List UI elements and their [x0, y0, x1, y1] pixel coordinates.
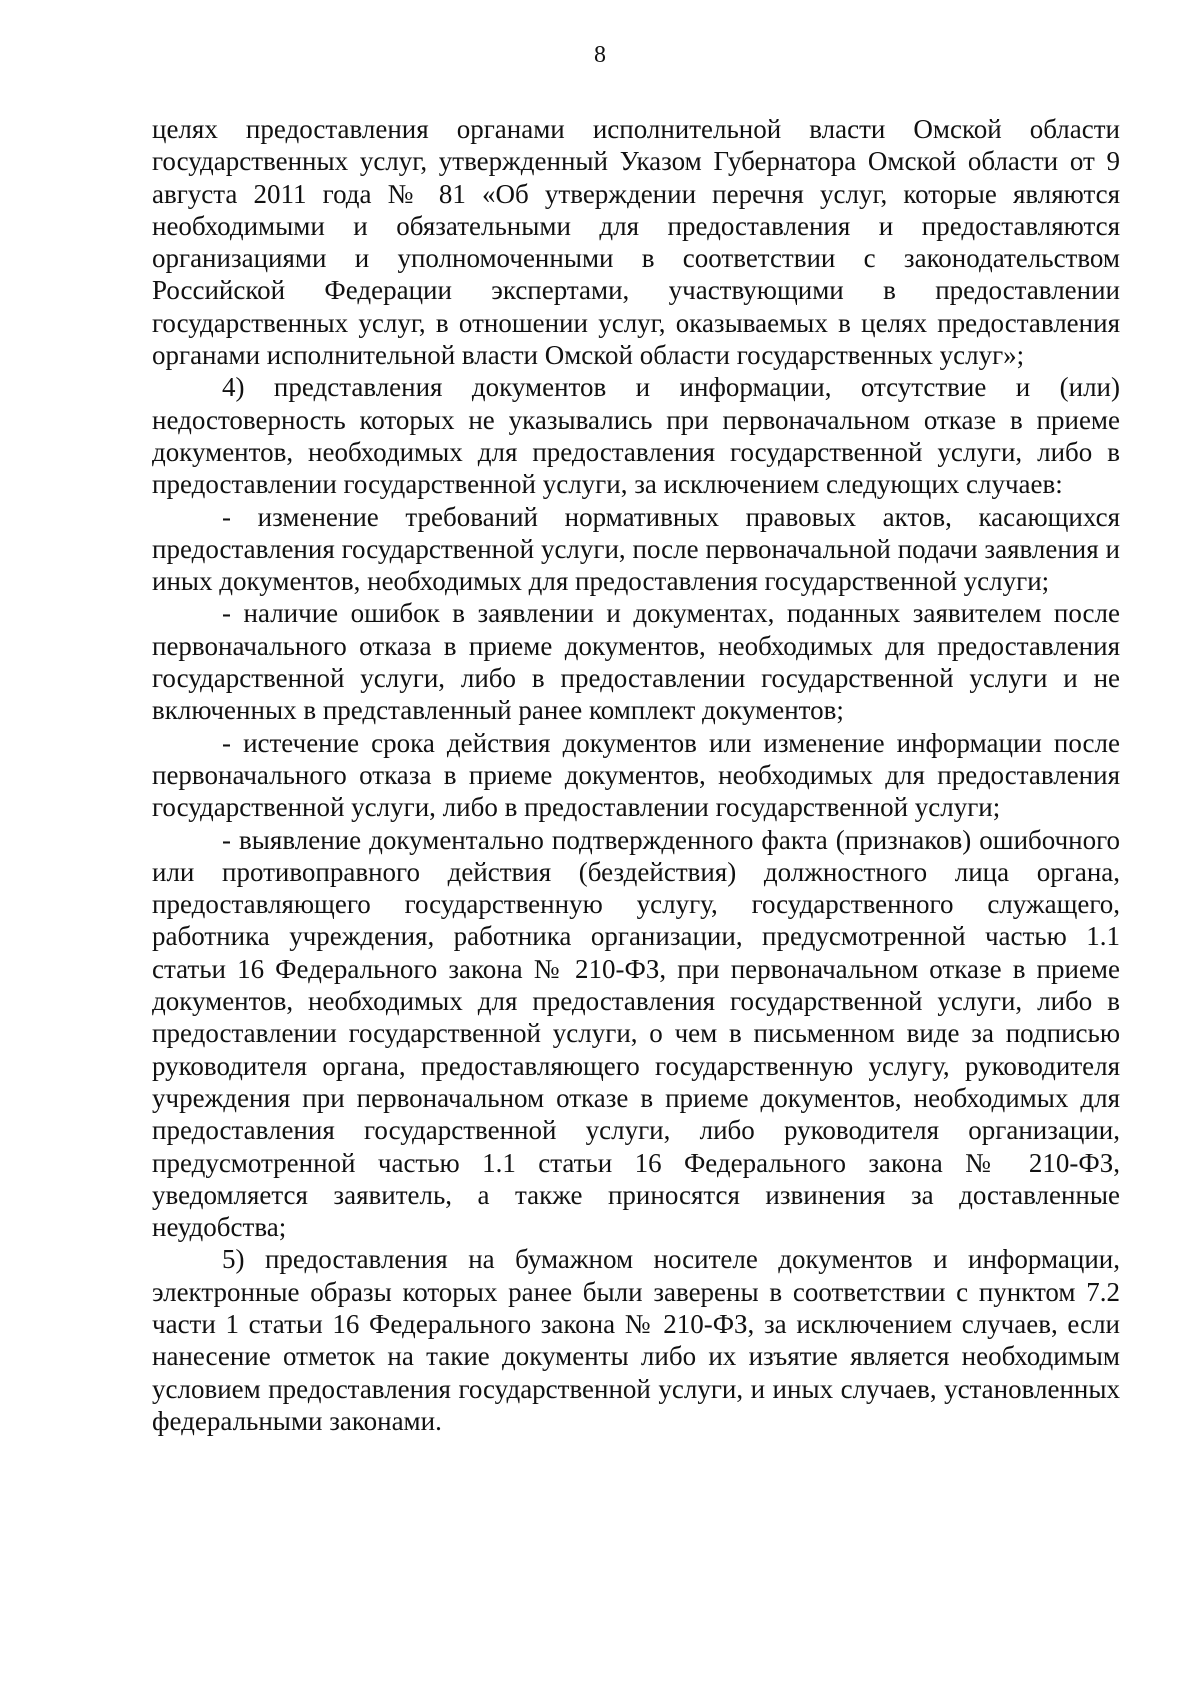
paragraph-continuation: целях предоставления органами исполнительной власти Омской области государственных услуг, утвержденный Указом Губернатора Омской области от 9 августа 2011 года № 81 «Об утверждении перечня услуг, которые являются необходимыми и обязательными для предоставления и предоставляются организациями и уполномоченными в соответствии с законодательством Российской Федерации экспертами, участвующими в предоставлении государственных услуг, в отношении услуг, оказываемых в целях предоставления органами исполнительной власти Омской области государственных услуг»; [152, 114, 1120, 371]
paragraph-subitem-errors: - наличие ошибок в заявлении и документах, поданных заявителем после первоначального отказа в приеме документов, необходимых для предоставления государственной услуги, либо в предоставлении государственной услуги и не включенных в представленный ранее комплект документов; [152, 598, 1120, 726]
paragraph-subitem-requirements-change: - изменение требований нормативных правовых актов, касающихся предоставления государственной услуги, после первоначальной подачи заявления и иных документов, необходимых для предоставления государственной услуги; [152, 501, 1120, 597]
page-number: 8 [594, 42, 606, 68]
document-body [152, 113, 1120, 1437]
paragraph-item-5: 5) предоставления на бумажном носителе документов и информации, электронные образы которых ранее были заверены в соответствии с пунктом 7.2 части 1 статьи 16 Федерального закона № 210-ФЗ, за исключением случаев, если нанесение отметок на такие документы либо их изъятие является необходимым условием предоставления государственной услуги, и иных случаев, установленных федеральными законами. [152, 1244, 1120, 1436]
paragraph-item-4: 4) представления документов и информации, отсутствие и (или) недостоверность которых не указывались при первоначальном отказе в приеме документов, необходимых для предоставления государственной услуги, либо в предоставлении государственной услуги, за исключением следующих случаев: [152, 372, 1120, 500]
paragraph-subitem-misconduct: - выявление документально подтвержденного факта (признаков) ошибочного или противоправного действия (бездействия) должностного лица органа, предоставляющего государственную услугу, государственного служащего, работника учреждения, работника организации, предусмотренной частью 1.1 статьи 16 Федерального закона № 210-ФЗ, при первоначальном отказе в приеме документов, необходимых для предоставления государственной услуги, либо в предоставлении государственной услуги, о чем в письменном виде за подписью руководителя органа, предоставляющего государственную услугу, руководителя учреждения при первоначальном отказе в приеме документов, необходимых для предоставления государственной услуги, либо руководителя организации, предусмотренной частью 1.1 статьи 16 Федерального закона № 210-ФЗ, уведомляется заявитель, а также приносятся извинения за доставленные неудобства; [152, 824, 1120, 1243]
paragraph-subitem-expiration: - истечение срока действия документов или изменение информации после первоначального отказа в приеме документов, необходимых для предоставления государственной услуги, либо в предоставлении государственной услуги; [152, 727, 1120, 823]
